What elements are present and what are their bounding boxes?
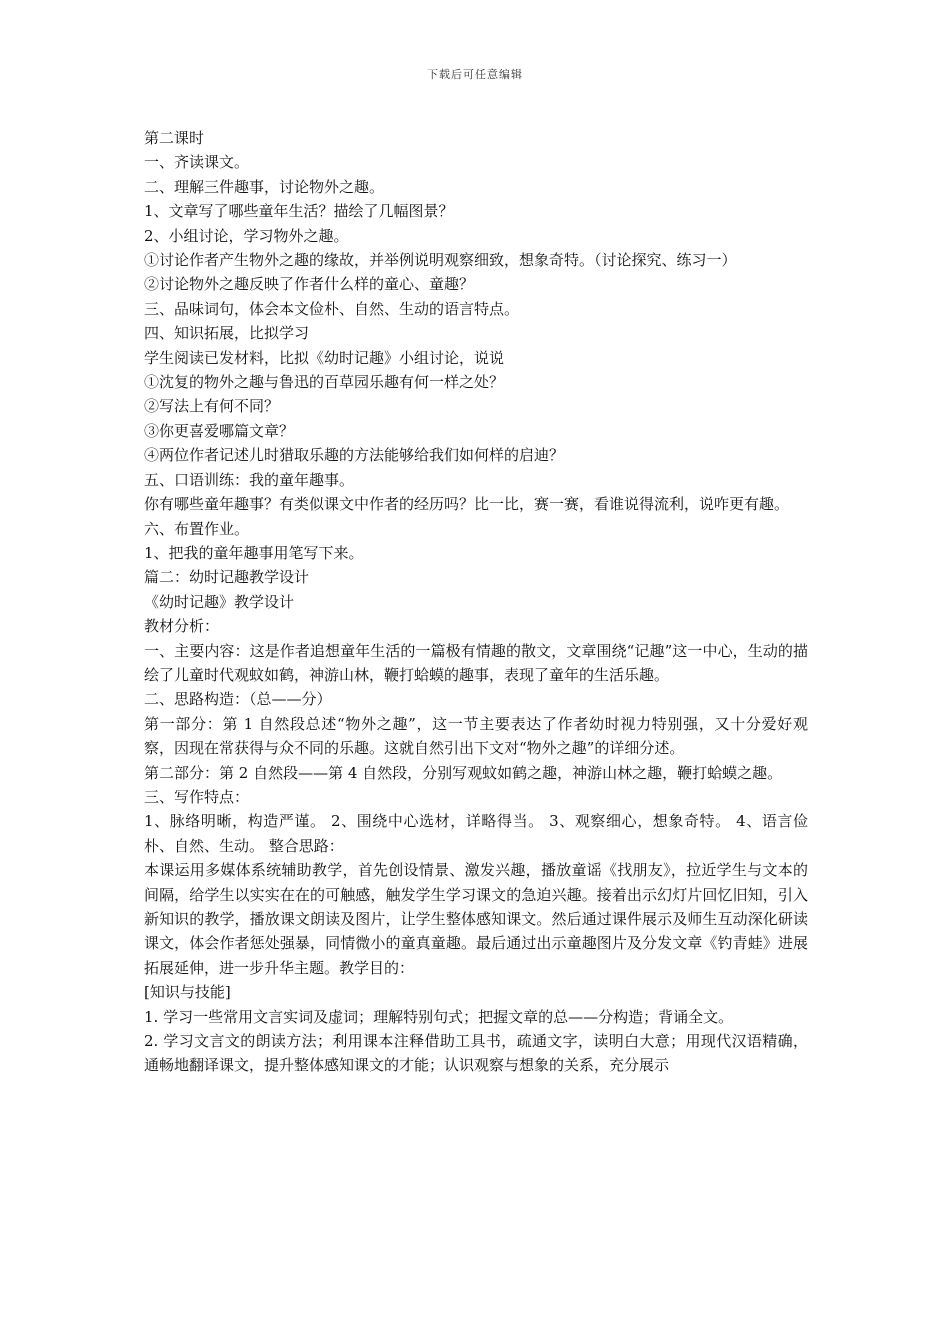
- paragraph: ①沈复的物外之趣与鲁迅的百草园乐趣有何一样之处？: [144, 373, 505, 392]
- paragraph: 2. 学习文言文的朗读方法；利用课本注释借助工具书，疏通文字，读明白大意；用现代汉语精确，通畅地翻译课文，提升整体感知课文的才能；认识观察与想象的关系，充分展示: [144, 1032, 808, 1075]
- paragraph: [知识与技能]: [144, 983, 231, 1002]
- paragraph: 1、文章写了哪些童年生活？描绘了几幅图景？: [144, 202, 454, 221]
- paragraph: 你有哪些童年趣事？有类似课文中作者的经历吗？比一比，赛一赛，看谁说得流利，说咋更有趣。: [144, 495, 790, 514]
- paragraph: 二、理解三件趣事，讨论物外之趣。: [144, 177, 385, 196]
- paragraph: 四、知识拓展，比拟学习: [144, 324, 310, 343]
- paragraph: ①讨论作者产生物外之趣的缘故，并举例说明观察细致，想象奇特。（讨论探究、练习一）: [144, 251, 737, 270]
- paragraph: ②讨论物外之趣反映了作者什么样的童心、童趣？: [144, 275, 475, 294]
- paragraph: 六、布置作业。: [144, 519, 250, 538]
- paragraph: 五、口语训练：我的童年趣事。: [144, 470, 355, 489]
- paragraph: 一、主要内容：这是作者追想童年生活的一篇极有情趣的散文，文章围绕“记趣”这一中心，生动的描绘了儿童时代观蚊如鹤，神游山林，鞭打蛤蟆的趣事，表现了童年的生活乐趣。: [144, 641, 808, 684]
- paragraph: 一、齐读课文。: [144, 153, 250, 172]
- paragraph: 三、品味词句，体会本文俭朴、自然、生动的语言特点。: [144, 299, 520, 318]
- paragraph: 第二部分：第 2 自然段——第 4 自然段，分别写观蚊如鹤之趣，神游山林之趣，鞭打蛤蟆之趣。: [144, 763, 783, 782]
- paragraph: ③你更喜爱哪篇文章？: [144, 421, 295, 440]
- paragraph: 1、脉络明晰，构造严谨。 2、围绕中心选材，详略得当。 3、观察细心，想象奇特。 4、语言俭朴、自然、生动。 整合思路：: [144, 812, 808, 855]
- paragraph: 第二课时: [144, 129, 205, 147]
- paragraph: 第一部分：第 1 自然段总述“物外之趣”，这一节主要表达了作者幼时视力特别强，又十分爱好观察，因现在常获得与众不同的乐趣。这就自然引出下文对“物外之趣”的详细分述。: [144, 714, 808, 758]
- document-body: [144, 126, 808, 1078]
- paragraph: 2、小组讨论，学习物外之趣。: [144, 226, 349, 245]
- paragraph: 篇二：幼时记趣教学设计: [144, 568, 310, 587]
- paragraph: 1、把我的童年趣事用笔写下来。: [144, 543, 364, 562]
- paragraph: 1. 学习一些常用文言实词及虚词；理解特别句式；把握文章的总——分构造；背诵全文。: [144, 1007, 734, 1026]
- paragraph: 二、思路构造：（总——分）: [144, 690, 332, 709]
- paragraph: ④两位作者记述儿时猎取乐趣的方法能够给我们如何样的启迪？: [144, 446, 565, 465]
- paragraph: 本课运用多媒体系统辅助教学，首先创设情景、激发兴趣，播放童谣《找朋友》，拉近学生与文本的间隔，给学生以实实在在的可触感，触发学生学习课文的急迫兴趣。接着出示幻灯片回忆旧知，引入新知识的教学，播放课文朗读及图片，让学生整体感知课文。然后通过课件展示及师生互动深化研读课文，体会作者惩处强暴，同情微小的童真童趣。最后通过出示童趣图片及分发文章《钓青蛙》进展拓展延伸，进一步升华主题。教学目的：: [144, 861, 808, 977]
- paragraph: 三、写作特点：: [144, 787, 250, 806]
- paragraph: 学生阅读已发材料，比拟《幼时记趣》小组讨论，说说: [144, 348, 505, 367]
- paragraph: ②写法上有何不同？: [144, 397, 280, 416]
- paragraph: 教材分析：: [144, 617, 220, 636]
- paragraph: 《幼时记趣》教学设计: [144, 592, 295, 611]
- page-header: 下载后可任意编辑: [427, 68, 523, 81]
